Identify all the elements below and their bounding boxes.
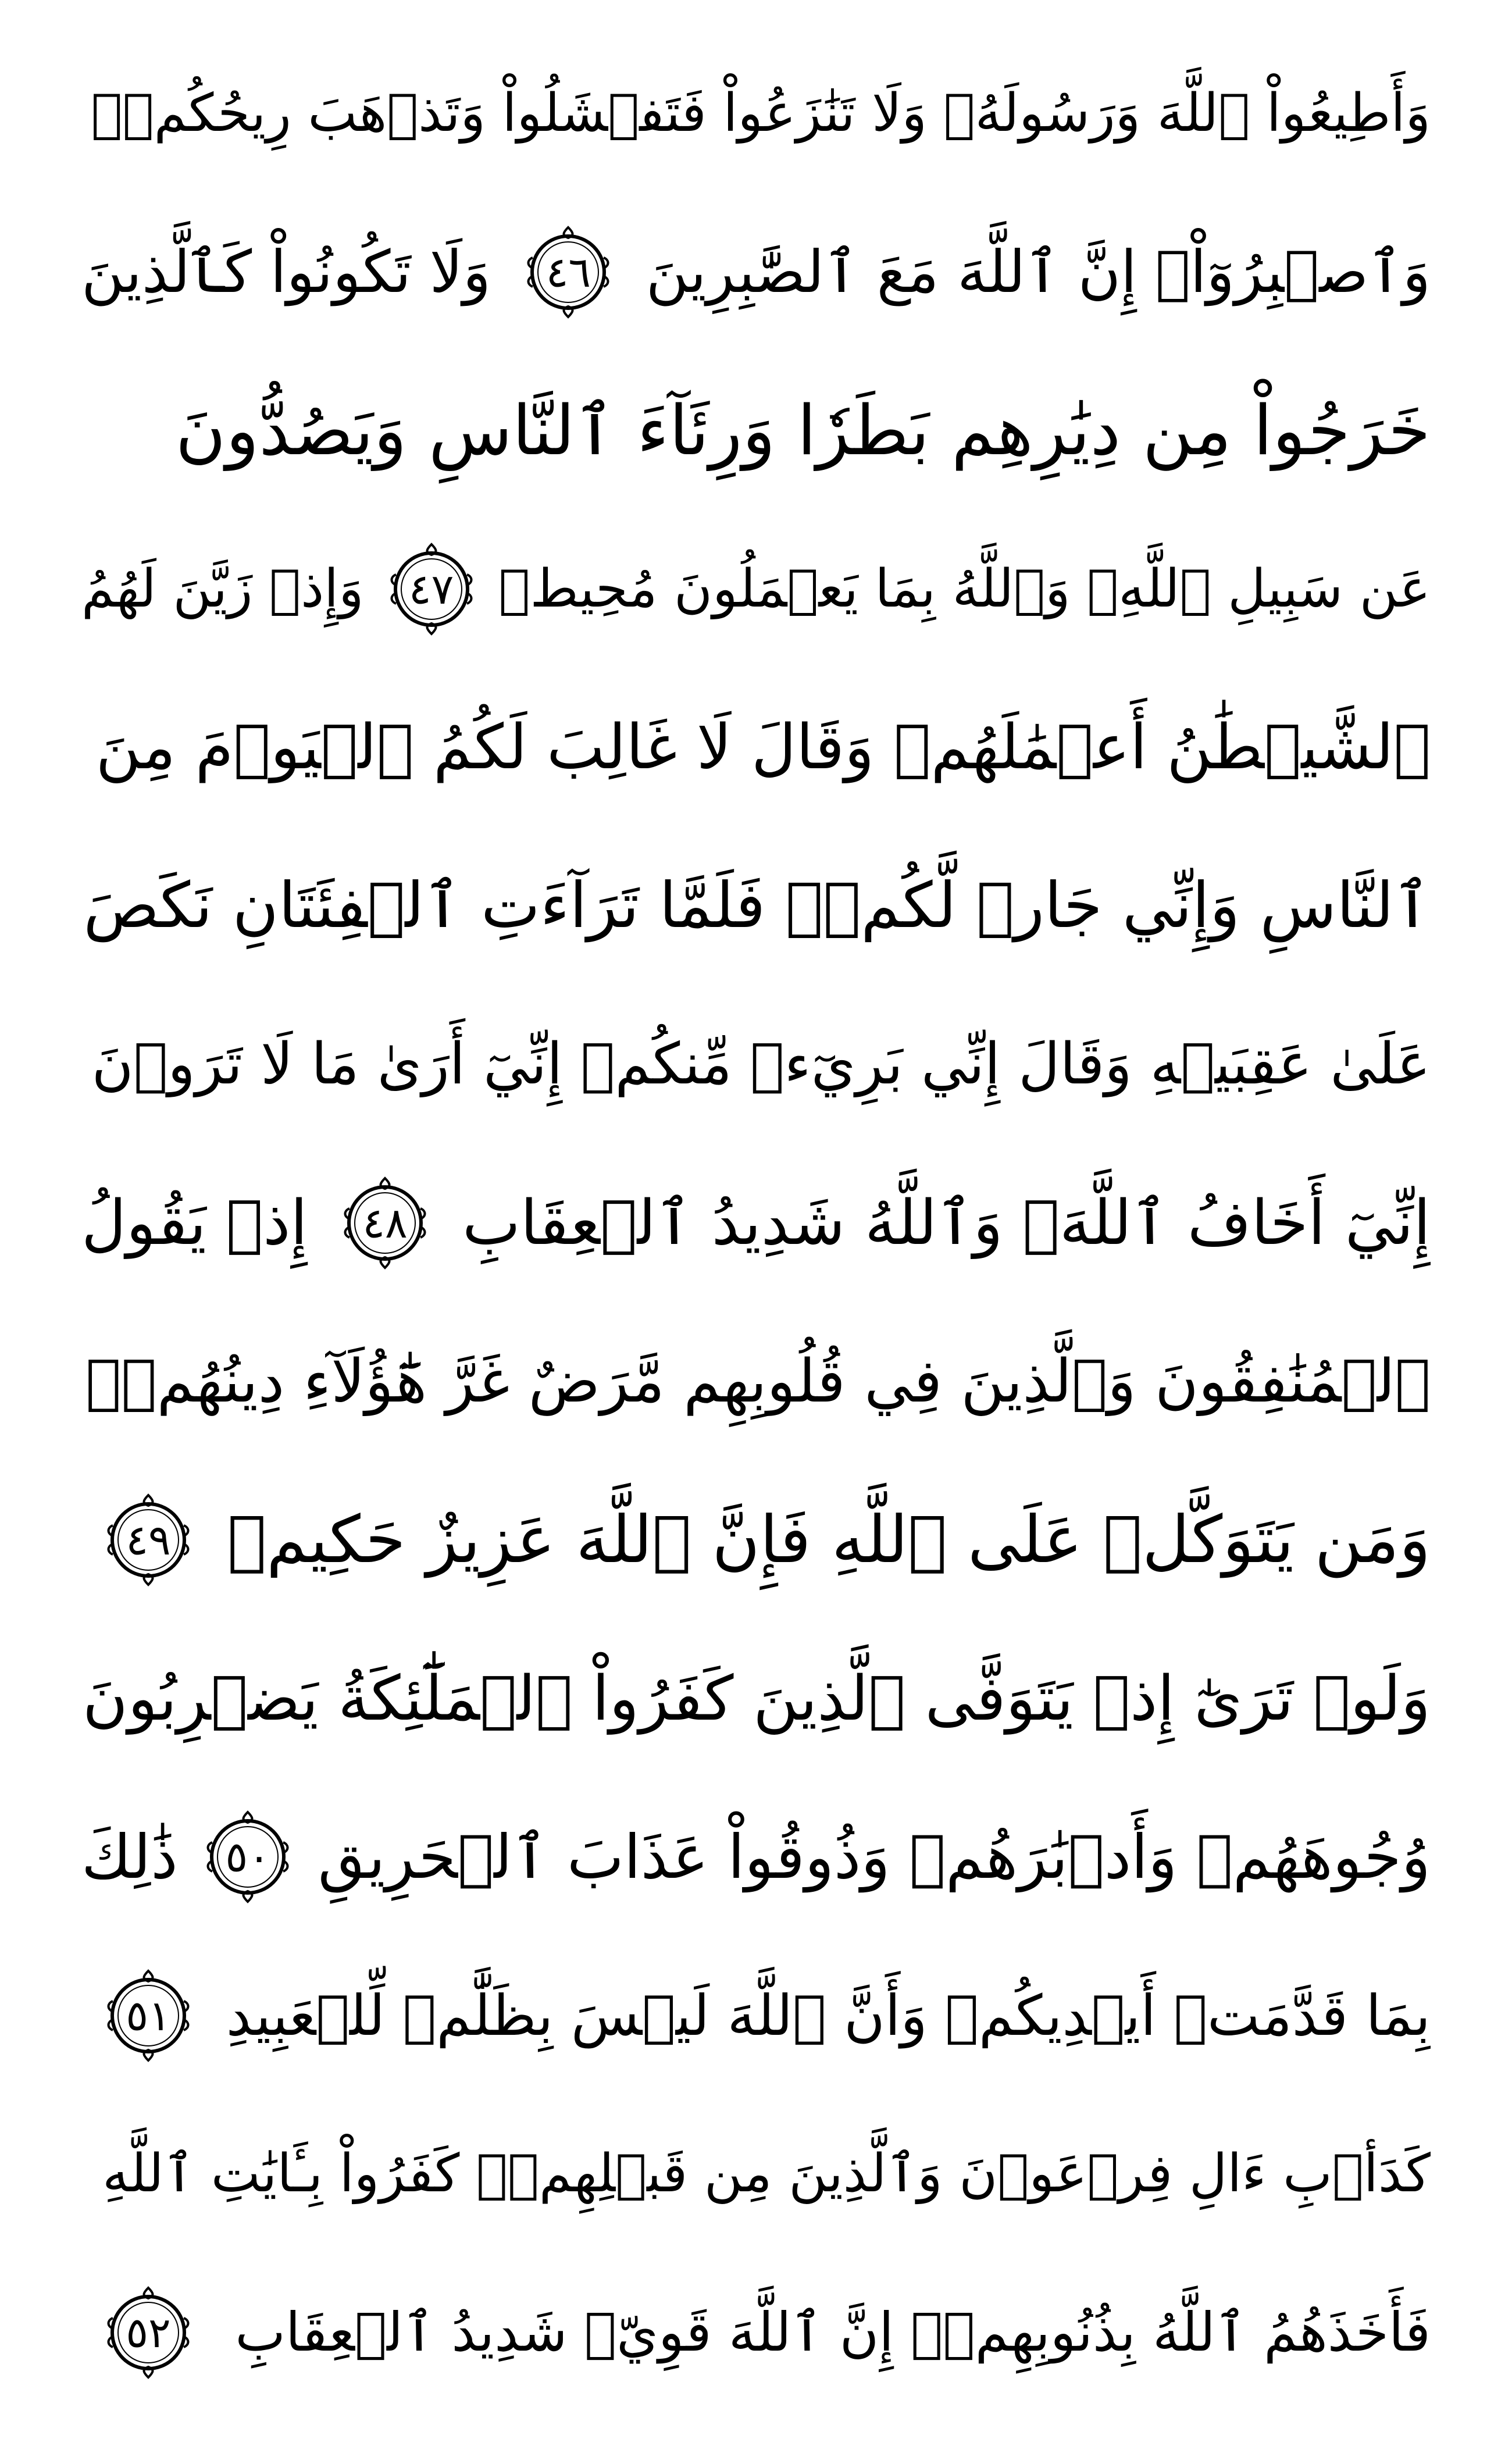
text-line <box>81 358 1431 503</box>
ayah-number: ٥٢ <box>126 2308 171 2357</box>
verse-text: وَمَن يَتَوَكَّلۡ عَلَى ٱللَّهِ فَإِنَّ ٱللَّهَ عَزِيزٌ حَكِيمٞ <box>227 1502 1431 1578</box>
verse-text: ٱلنَّاسِ وَإِنِّي جَارٞ لَّكُمۡۖ فَلَمَّا تَرَآءَتِ ٱلۡفِئَتَانِ نَكَصَ <box>83 869 1431 942</box>
text-line <box>81 516 1431 662</box>
ayah-number: ٥١ <box>126 1991 171 2040</box>
verse-text: وَٱصۡبِرُوٓاْۚ إِنَّ ٱللَّهَ مَعَ ٱلصَّٰبِرِينَ <box>646 237 1431 306</box>
text-line <box>81 199 1431 345</box>
verse-text: وَأَطِيعُواْ ٱللَّهَ وَرَسُولَهُۥ وَلَا تَنَٰزَعُواْ فَتَفۡشَلُواْ وَتَذۡهَبَ رِيحُكُمۡۖ <box>91 83 1431 144</box>
ayah-number: ٤٦ <box>545 247 591 297</box>
ayah-end-marker <box>198 1807 297 1906</box>
verse-text: وَلَا تَكُونُواْ كَٱلَّذِينَ <box>81 237 491 306</box>
text-line <box>81 833 1431 979</box>
ayah-end-marker <box>99 2283 198 2382</box>
text-line <box>81 1467 1431 1613</box>
verse-text: خَرَجُواْ مِن دِيَٰرِهِم بَطَرٗا وَرِئَآءَ ٱلنَّاسِ وَيَصُدُّونَ <box>175 390 1431 471</box>
verse-text: وَإِذۡ زَيَّنَ لَهُمُ <box>81 558 364 619</box>
text-line <box>81 1150 1431 1296</box>
verse-text: إِنِّيٓ أَخَافُ ٱللَّهَۚ وَٱللَّهُ شَدِيدُ ٱلۡعِقَابِ <box>462 1186 1431 1258</box>
text-line <box>81 675 1431 820</box>
ayah-number: ٤٨ <box>362 1198 408 1247</box>
verse-text: عَن سَبِيلِ ٱللَّهِۚ وَٱللَّهُ بِمَا يَعۡمَلُونَ مُحِيطٞ <box>498 558 1431 619</box>
verse-text: عَلَىٰ عَقِبَيۡهِ وَقَالَ إِنِّي بَرِيٓءٞ مِّنكُمۡ إِنِّيٓ أَرَىٰ مَا لَا تَرَوۡنَ <box>91 1031 1431 1098</box>
quran-text-block <box>81 41 1431 2405</box>
verse-text: ذَٰلِكَ <box>81 1821 178 1893</box>
ayah-number: ٥٠ <box>225 1832 270 1882</box>
text-line <box>81 2101 1431 2247</box>
text-line <box>81 992 1431 1137</box>
text-line <box>81 1309 1431 1454</box>
ayah-end-marker <box>99 1491 198 1589</box>
ayah-end-marker <box>336 1174 434 1272</box>
verse-text: بِمَا قَدَّمَتۡ أَيۡدِيكُمۡ وَأَنَّ ٱللَّهَ لَيۡسَ بِظَلَّٰمٖ لِّلۡعَبِيدِ <box>226 1983 1431 2048</box>
verse-text: وُجُوهَهُمۡ وَأَدۡبَٰرَهُمۡ وَذُوقُواْ عَذَابَ ٱلۡحَرِيقِ <box>318 1821 1431 1893</box>
text-line <box>81 41 1431 186</box>
text-line <box>81 1626 1431 1771</box>
text-line <box>81 2260 1431 2405</box>
verse-text: فَأَخَذَهُمُ ٱللَّهُ بِذُنُوبِهِمۡۗ إِنَّ ٱللَّهَ قَوِيّٞ شَدِيدُ ٱلۡعِقَابِ <box>235 2301 1431 2363</box>
ayah-end-marker <box>382 540 481 639</box>
text-line <box>81 1784 1431 1930</box>
ayah-number: ٤٧ <box>408 564 454 614</box>
ayah-number: ٤٩ <box>126 1516 171 1565</box>
verse-text: ٱلشَّيۡطَٰنُ أَعۡمَٰلَهُمۡ وَقَالَ لَا غَالِبَ لَكُمُ ٱلۡيَوۡمَ مِنَ <box>95 711 1431 783</box>
text-line <box>81 1943 1431 2088</box>
verse-text: وَلَوۡ تَرَىٰٓ إِذۡ يَتَوَفَّى ٱلَّذِينَ كَفَرُواْ ٱلۡمَلَٰٓئِكَةُ يَضۡرِبُونَ <box>82 1662 1431 1734</box>
ayah-end-marker <box>519 223 618 322</box>
ayah-end-marker <box>99 1966 198 2065</box>
verse-text: كَدَأۡبِ ءَالِ فِرۡعَوۡنَ وَٱلَّذِينَ مِن قَبۡلِهِمۡۚ كَفَرُواْ بِـَٔايَٰتِ ٱللَّهِ <box>102 2143 1431 2205</box>
verse-text: إِذۡ يَقُولُ <box>81 1186 308 1258</box>
verse-text: ٱلۡمُنَٰفِقُونَ وَٱلَّذِينَ فِي قُلُوبِهِم مَّرَضٌ غَرَّ هَٰٓؤُلَآءِ دِينُهُمۡۗ <box>85 1346 1431 1416</box>
